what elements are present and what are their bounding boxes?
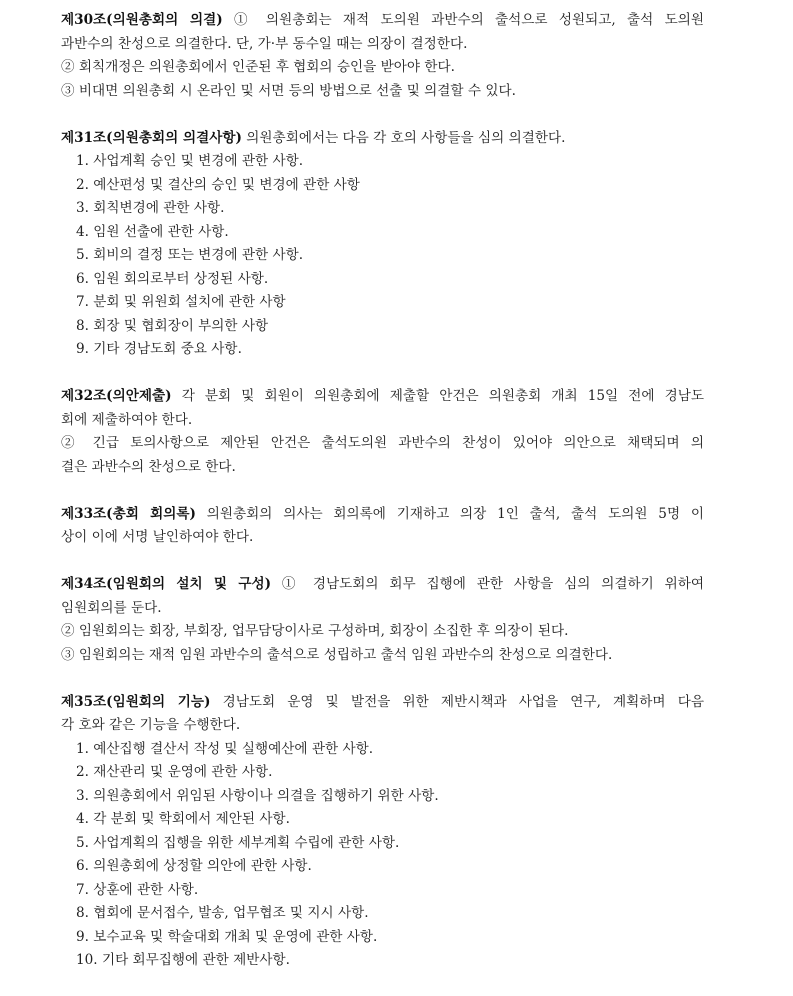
article-30 — [61, 9, 704, 103]
list-item: 9. 보수교육 및 학술대회 개최 및 운영에 관한 사항. — [76, 928, 378, 945]
list-item: 3. 의원총회에서 위임된 사항이나 의결을 집행하기 위한 사항. — [76, 787, 439, 804]
list-item: 7. 상훈에 관한 사항. — [76, 881, 199, 898]
article-line: ② 임원회의는 회장, 부회장, 업무담당이사로 구성하며, 회장이 소집한 후 의장이 된다. — [61, 623, 569, 639]
article-35 — [61, 691, 704, 973]
article-heading-line — [61, 9, 704, 33]
list-item: 7. 분회 및 위원회 설치에 관한 사항 — [76, 294, 286, 310]
article-line: ② 긴급 토의사항으로 제안된 안건은 출석도의원 과반수의 찬성이 있어야 의안으로 채택되며 의 — [61, 435, 704, 451]
article-31 — [61, 127, 704, 362]
article-line: 회에 제출하여야 한다. — [61, 411, 193, 428]
list-item: 4. 각 분회 및 학회에서 제안된 사항. — [76, 811, 290, 827]
article-item-list — [61, 738, 704, 973]
article-text: ① 경남도회의 회무 집행에 관한 사항을 심의 의결하기 위하여 — [281, 576, 704, 592]
list-item: 4. 임원 선출에 관한 사항. — [76, 223, 229, 240]
article-line: ③ 비대면 의원총회 시 온라인 및 서면 등의 방법으로 선출 및 의결할 수 있다. — [61, 82, 516, 99]
list-item: 2. 예산편성 및 결산의 승인 및 변경에 관한 사항 — [76, 176, 360, 193]
article-line: 상이 이에 서명 날인하여야 한다. — [61, 529, 254, 545]
article-heading-line — [61, 573, 704, 597]
article-title: 제30조(의원총회의 의결) — [61, 12, 223, 28]
document-page — [61, 9, 704, 996]
list-item: 10. 기타 회무집행에 관한 제반사항. — [76, 952, 290, 968]
list-item: 5. 사업계획의 집행을 위한 세부계획 수립에 관한 사항. — [76, 834, 400, 851]
article-text: 각 분회 및 회원이 의원총회에 제출할 안건은 의원총회 개최 15일 전에 경남도 — [181, 388, 704, 404]
article-line: 결은 과반수의 찬성으로 한다. — [61, 458, 236, 475]
article-heading-line — [61, 503, 704, 527]
article-title: 제34조(임원회의 설치 및 구성) — [61, 576, 272, 592]
article-line: ③ 임원회의는 재적 임원 과반수의 출석으로 성립하고 출석 임원 과반수의 찬성으로 의결한다. — [61, 646, 613, 663]
list-item: 6. 임원 회의로부터 상정된 사항. — [76, 270, 269, 287]
article-text: 의원총회에서는 다음 각 호의 사항들을 심의 의결한다. — [246, 129, 566, 146]
article-title: 제35조(임원회의 기능) — [61, 693, 211, 710]
article-line: 과반수의 찬성으로 의결한다. 단, 가·부 동수일 때는 의장이 결정한다. — [61, 35, 468, 52]
article-heading-line — [61, 127, 704, 151]
article-title: 제32조(의안제출) — [61, 388, 172, 404]
list-item: 8. 협회에 문서접수, 발송, 업무협조 및 지시 사항. — [76, 905, 369, 921]
list-item: 5. 회비의 결정 또는 변경에 관한 사항. — [76, 247, 304, 263]
article-32 — [61, 385, 704, 479]
list-item: 1. 예산집행 결산서 작성 및 실행예산에 관한 사항. — [76, 740, 374, 757]
article-title: 제33조(총회 회의록) — [61, 505, 196, 522]
article-heading-line — [61, 691, 704, 715]
article-line: 각 호와 같은 기능을 수행한다. — [61, 717, 241, 733]
article-text: ① 의원총회는 재적 도의원 과반수의 출석으로 성원되고, 출석 도의원 — [234, 12, 704, 28]
article-item-list — [61, 150, 704, 362]
article-line: ② 회칙개정은 의원총회에서 인준된 후 협회의 승인을 받아야 한다. — [61, 59, 455, 75]
article-line: 임원회의를 둔다. — [61, 599, 162, 616]
list-item: 6. 의원총회에 상정할 의안에 관한 사항. — [76, 858, 312, 874]
list-item: 2. 재산관리 및 운영에 관한 사항. — [76, 764, 273, 780]
list-item: 3. 회칙변경에 관한 사항. — [76, 200, 225, 216]
article-34 — [61, 573, 704, 667]
article-text: 의원총회의 의사는 회의록에 기재하고 의장 1인 출석, 출석 도의원 5명 이 — [206, 505, 704, 522]
article-heading-line — [61, 385, 704, 409]
list-item: 1. 사업계획 승인 및 변경에 관한 사항. — [76, 153, 304, 169]
list-item: 9. 기타 경남도회 중요 사항. — [76, 341, 242, 357]
list-item: 8. 회장 및 협회장이 부의한 사항 — [76, 317, 269, 334]
article-title: 제31조(의원총회의 의결사항) — [61, 129, 242, 146]
article-text: 경남도회 운영 및 발전을 위한 제반시책과 사업을 연구, 계획하며 다음 — [222, 693, 704, 710]
article-33 — [61, 503, 704, 550]
